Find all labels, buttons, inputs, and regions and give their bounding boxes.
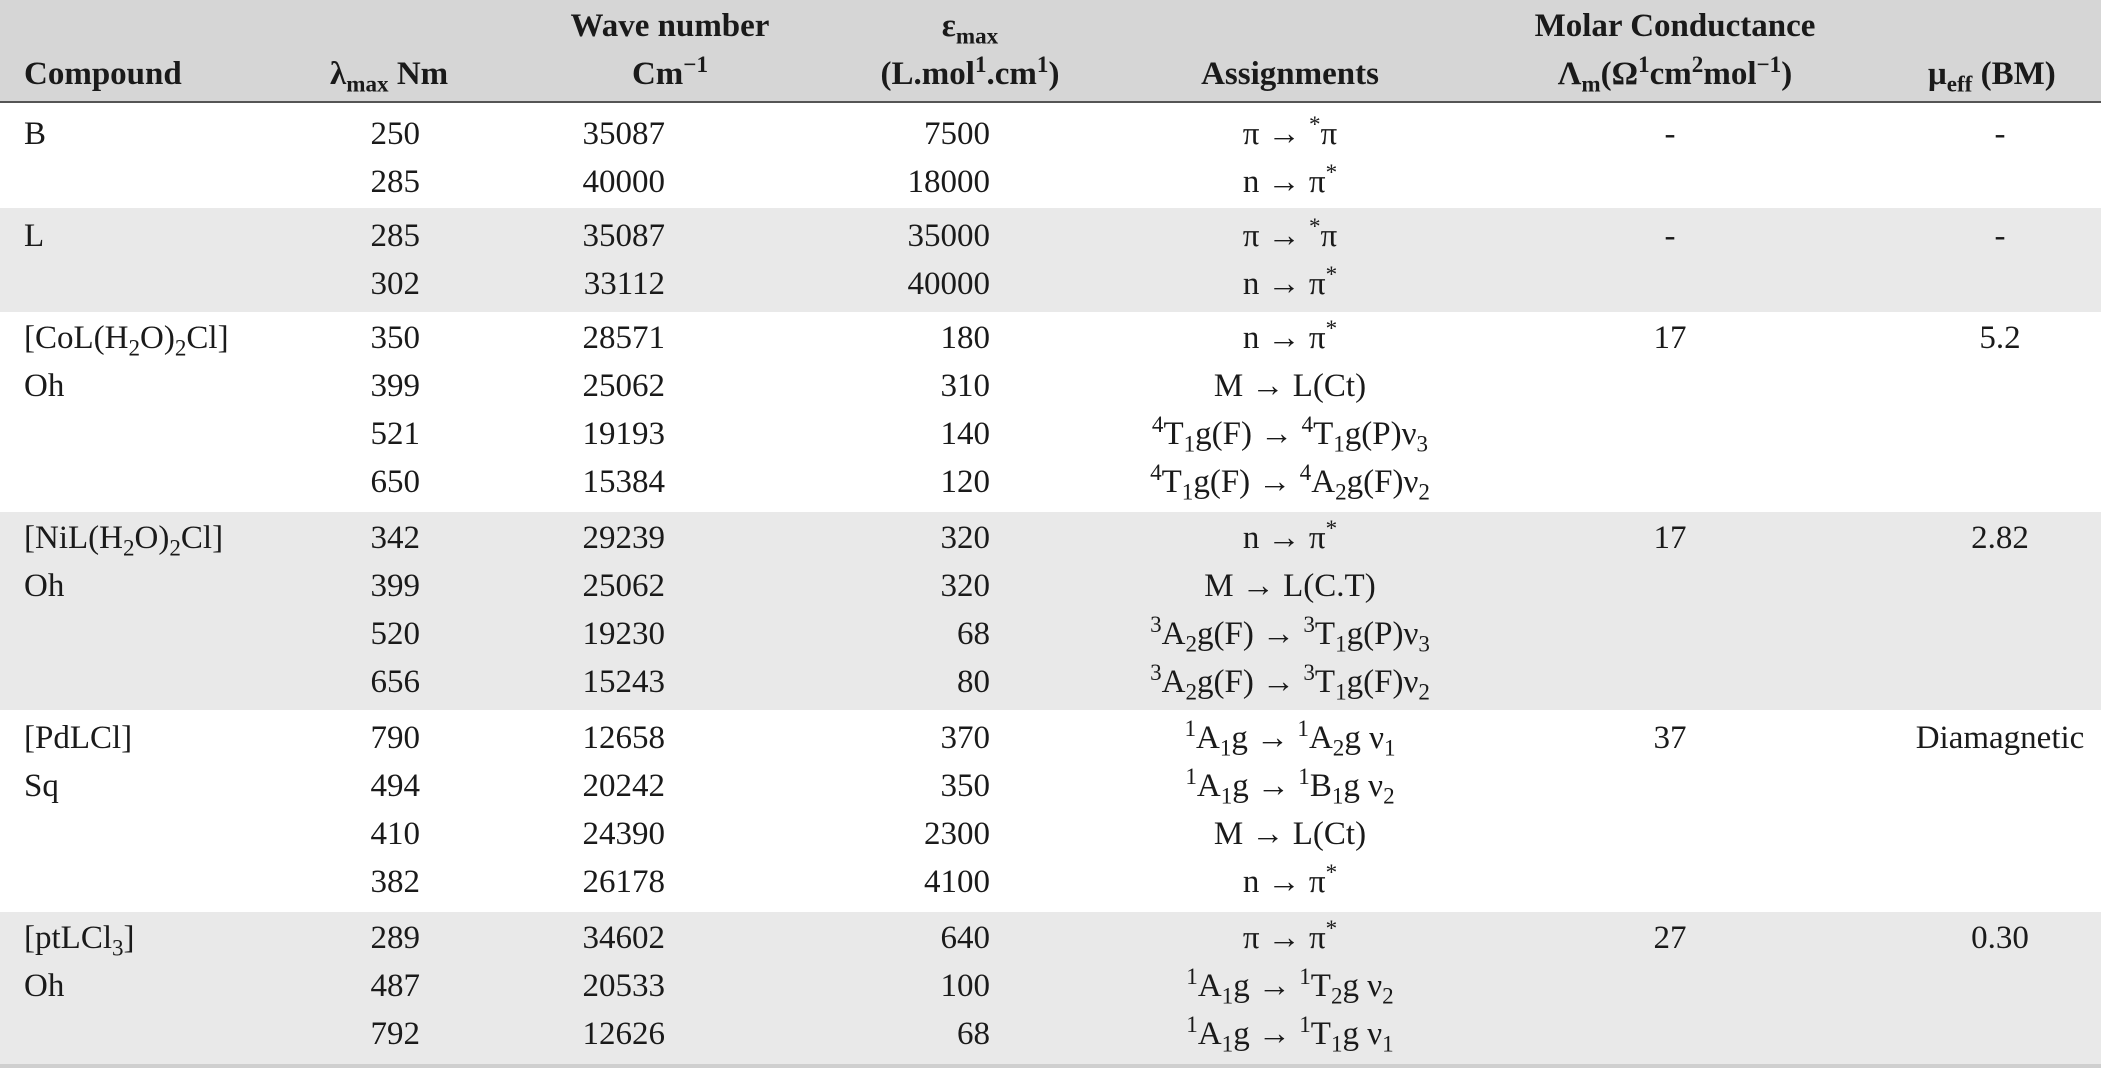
cell-wave: 40000 (582, 164, 665, 200)
header-compound: Compound (24, 56, 182, 92)
cell-lambda: 521 (370, 416, 420, 452)
cell-compound: $[NiL(H_2O)_2Cl]$ (24, 520, 224, 561)
cell-eps: 640 (940, 920, 990, 956)
cell-lambda: 342 (370, 520, 420, 556)
cell-eps: 320 (940, 520, 990, 556)
cell-assign: M → L(Ct) (1213, 368, 1367, 404)
cell-lambda: 792 (370, 1016, 420, 1052)
header-epsilon-max (830, 6, 1110, 94)
cell-eps: 35000 (907, 218, 990, 254)
cell-lambda: 285 (370, 164, 420, 200)
group-band-Ni (0, 512, 2101, 710)
cell-molar: - (1664, 218, 1676, 254)
cell-compound: [ptLCl$_3$] (24, 920, 135, 961)
header-mu-eff: $\mu_{eff}$ (BM) (1928, 56, 2056, 97)
cell-assign: n → π* (1242, 315, 1338, 356)
cell-mu: - (1994, 218, 2006, 254)
cell-assign: $^4T_1g(F) \to ^4A_2g(F)\nu_2$ (1150, 459, 1430, 505)
cell-wave: 12626 (582, 1016, 665, 1052)
cell-lambda: 399 (370, 368, 420, 404)
cell-assign: $^1A_1g \to ^1B_1g$ $\nu_2$ (1185, 763, 1395, 809)
group-band-Pt (0, 912, 2101, 1064)
cell-assign: n → π* (1242, 515, 1338, 556)
cell-wave: 26178 (582, 864, 665, 900)
cell-wave: 35087 (582, 218, 665, 254)
cell-lambda: 250 (370, 116, 420, 152)
cell-wave: 12658 (582, 720, 665, 756)
cell-mu: 5.2 (1979, 320, 2021, 356)
cell-wave: 33112 (583, 266, 665, 302)
eps-line1: $\varepsilon_{max}$ (941, 8, 999, 49)
cell-wave: 28571 (582, 320, 665, 356)
cell-wave: 25062 (582, 368, 665, 404)
cell-lambda: 382 (370, 864, 420, 900)
cell-assign: π → *π (1242, 213, 1338, 254)
lambda-unit: Nm (388, 56, 449, 92)
cell-eps: 80 (957, 664, 990, 700)
cell-wave: 29239 (582, 520, 665, 556)
cell-compound: Oh (24, 968, 65, 1004)
cell-mu: Diamagnetic (1915, 720, 2085, 756)
cell-compound: B (24, 116, 47, 152)
cell-eps: 350 (940, 768, 990, 804)
bottom-rule (0, 1064, 2101, 1068)
cell-mu: 0.30 (1971, 920, 2029, 956)
cell-lambda: 399 (370, 568, 420, 604)
cell-wave: 20533 (582, 968, 665, 1004)
cell-eps: 140 (940, 416, 990, 452)
cell-eps: 40000 (907, 266, 990, 302)
cell-molar: 17 (1653, 320, 1687, 356)
cell-wave: 15243 (582, 664, 665, 700)
cell-lambda: 520 (370, 616, 420, 652)
cell-compound: Sq (24, 768, 59, 804)
cell-wave: 15384 (582, 464, 665, 500)
wave-line1: Wave number (570, 8, 770, 44)
cell-eps: 2300 (924, 816, 990, 852)
cell-wave: 19230 (582, 616, 665, 652)
cell-assign: $^1A_1g \to ^1T_1g$ $\nu_1$ (1186, 1011, 1394, 1057)
cell-lambda: 302 (370, 266, 420, 302)
cell-molar: - (1664, 116, 1676, 152)
cell-lambda: 289 (370, 920, 420, 956)
cell-compound: Oh (24, 568, 65, 604)
eps-line2: $(L.mol^1.cm^1)$ (880, 51, 1060, 92)
cell-eps: 68 (957, 1016, 990, 1052)
cell-eps: 310 (940, 368, 990, 404)
group-band-L (0, 208, 2101, 312)
cell-assign: $^1A_1g \to ^1T_2g$ $\nu_2$ (1186, 963, 1394, 1009)
cell-assign: $^3A_2g(F) \to ^3T_1g(F)\nu_2$ (1150, 659, 1430, 705)
cell-assign: π → *π (1242, 111, 1338, 152)
cell-compound: L (24, 218, 45, 254)
cell-wave: 19193 (582, 416, 665, 452)
cell-wave: 20242 (582, 768, 665, 804)
cell-eps: 68 (957, 616, 990, 652)
cell-assign: $^4T_1g(F) \to ^4T_1g(P)\nu_3$ (1151, 411, 1429, 457)
cell-compound: [PdLCl] (24, 720, 133, 756)
cell-eps: 100 (940, 968, 990, 1004)
cell-assign: n → π* (1242, 859, 1338, 900)
wave-line2: $Cm^{-1}$ (631, 51, 709, 92)
cell-wave: 25062 (582, 568, 665, 604)
cell-assign: π → π* (1242, 915, 1338, 956)
cell-lambda: 494 (370, 768, 420, 804)
molar-line1: Molar Conductance (1534, 8, 1816, 44)
cell-mu: 2.82 (1971, 520, 2029, 556)
cell-assign: n → π* (1242, 159, 1338, 200)
cell-lambda: 487 (370, 968, 420, 1004)
cell-eps: 370 (940, 720, 990, 756)
header-molar-conductance (1480, 6, 1870, 97)
cell-lambda: 410 (370, 816, 420, 852)
cell-lambda: 656 (370, 664, 420, 700)
cell-eps: 180 (940, 320, 990, 356)
cell-assign: n → π* (1242, 261, 1338, 302)
cell-eps: 120 (940, 464, 990, 500)
cell-mu: - (1994, 116, 2006, 152)
cell-eps: 7500 (924, 116, 990, 152)
cell-compound: Oh (24, 368, 65, 404)
header-assignments: Assignments (1201, 56, 1379, 92)
cell-wave: 35087 (582, 116, 665, 152)
cell-lambda: 790 (370, 720, 420, 756)
cell-lambda: 285 (370, 218, 420, 254)
cell-lambda: 650 (370, 464, 420, 500)
cell-assign: M → L(Ct) (1213, 816, 1367, 852)
cell-eps: 4100 (924, 864, 990, 900)
cell-lambda: 350 (370, 320, 420, 356)
cell-wave: 34602 (582, 920, 665, 956)
cell-eps: 320 (940, 568, 990, 604)
molar-line2: $\Lambda_m(\Omega^1cm^2mol^{-1})$ (1557, 51, 1793, 97)
lambda-sub: max (346, 70, 389, 97)
cell-assign: $^3A_2g(F) \to ^3T_1g(P)\nu_3$ (1150, 611, 1430, 657)
cell-molar: 37 (1653, 720, 1687, 756)
cell-eps: 18000 (907, 164, 990, 200)
header-lambda-max (330, 54, 449, 97)
cell-wave: 24390 (582, 816, 665, 852)
lambda-symbol: λ (330, 56, 347, 92)
cell-assign: $^1A_1g \to ^1A_2g$ $\nu_1$ (1184, 715, 1396, 761)
cell-molar: 17 (1653, 520, 1687, 556)
cell-compound: $[CoL(H_2O)_2Cl]$ (24, 320, 229, 361)
cell-molar: 27 (1653, 920, 1687, 956)
header-wave-number (530, 6, 810, 94)
cell-assign: M → L(C.T) (1204, 568, 1376, 604)
